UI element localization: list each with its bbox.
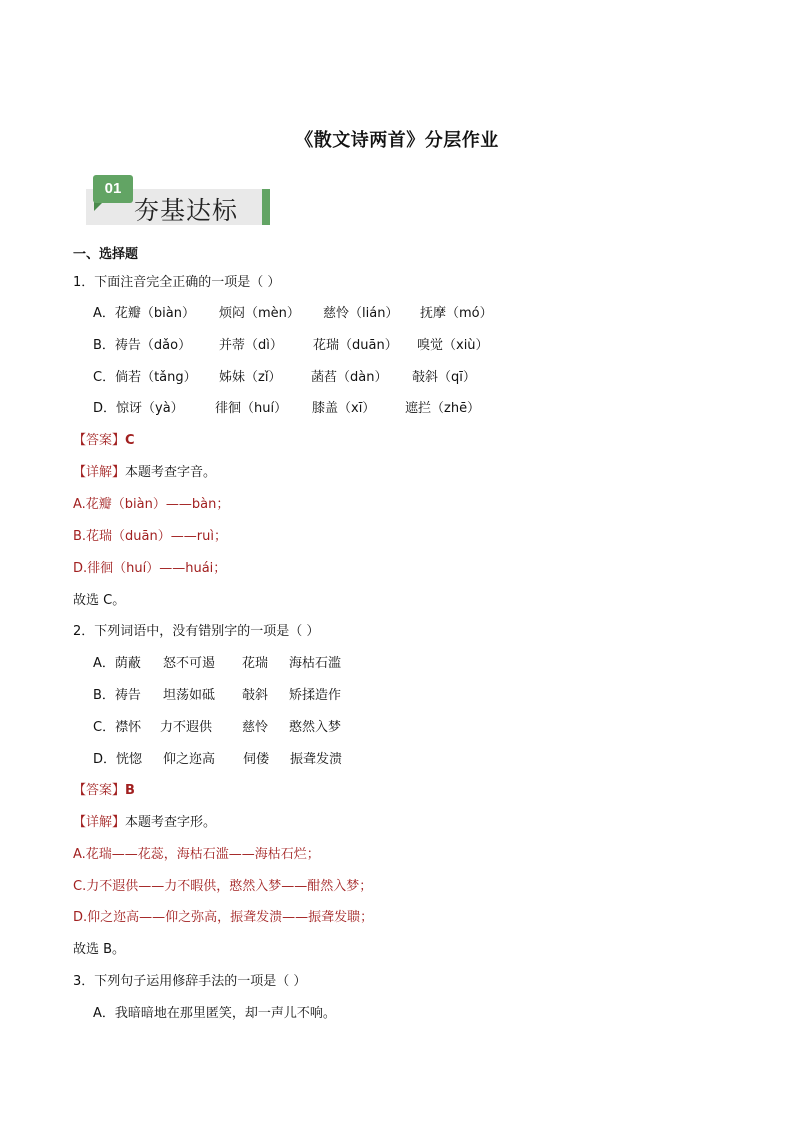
question-1-detail <box>73 464 216 482</box>
option-item: 嗅觉（xiù） <box>417 338 489 353</box>
section-heading: 一、选择题 <box>73 247 139 262</box>
option-item: C．倘若（tǎng） <box>93 370 197 385</box>
answer-label: 【答案】 <box>73 433 126 448</box>
option-item: 遮拦（zhē） <box>405 401 481 416</box>
question-1-answer <box>73 432 135 450</box>
question-1-note: A.花瓣（biàn）——bàn； <box>73 497 230 512</box>
option-item: 慈怜 <box>242 720 269 735</box>
detail-label: 【详解】 <box>73 815 126 830</box>
question-1-note: D.徘徊（huí）——huái； <box>73 561 227 576</box>
option-item: 振聋发溃 <box>290 752 343 767</box>
question-1-conclusion: 故选 C。 <box>73 593 126 608</box>
banner-number: 01 <box>93 175 133 203</box>
option-item: 姊妹（zǐ） <box>219 370 282 385</box>
detail-label: 【详解】 <box>73 465 126 480</box>
question-2-note: A.花瑞——花蕊，海枯石滥——海枯石烂； <box>73 847 320 862</box>
section-banner <box>86 173 272 227</box>
option-item: 膝盖（xī） <box>312 401 376 416</box>
option-item: B．祷告 <box>93 688 141 703</box>
banner-accent-bar <box>262 189 270 225</box>
question-2-detail <box>73 814 216 832</box>
option-item: 烦闷（mèn） <box>219 306 300 321</box>
option-item: B．祷告（dǎo） <box>93 338 192 353</box>
detail-text: 本题考查字形。 <box>125 815 217 830</box>
answer-value: C <box>125 433 135 448</box>
option-item: 花瑞 <box>242 656 269 671</box>
option-item: 攲斜（qī） <box>412 370 476 385</box>
question-2-note: C.力不遐供——力不暇供，憨然入梦——酣然入梦； <box>73 879 373 894</box>
answer-label: 【答案】 <box>73 783 126 798</box>
option-item: 慈怜（lián） <box>323 306 399 321</box>
option-item: 坦荡如砥 <box>163 688 216 703</box>
question-3-option-a: A．我暗暗地在那里匿笑，却一声儿不响。 <box>93 1006 336 1021</box>
question-1-note: B.花瑞（duān）——ruì； <box>73 529 227 544</box>
option-item: 攲斜 <box>242 688 269 703</box>
option-item: 憨然入梦 <box>289 720 342 735</box>
question-2-answer <box>73 782 135 800</box>
option-item: 徘徊（huí） <box>215 401 288 416</box>
question-3-stem: 3．下列句子运用修辞手法的一项是（ ） <box>73 974 307 989</box>
option-item: 伺偻 <box>243 752 270 767</box>
option-item: 海枯石滥 <box>289 656 342 671</box>
question-2-stem: 2．下列词语中，没有错别字的一项是（ ） <box>73 624 320 639</box>
option-item: 怒不可遏 <box>163 656 216 671</box>
detail-text: 本题考查字音。 <box>125 465 217 480</box>
option-item: D．惊讶（yà） <box>93 401 184 416</box>
question-2-note: D.仰之迩高——仰之弥高，振聋发溃——振聋发聩； <box>73 910 374 925</box>
question-1-stem: 1．下面注音完全正确的一项是（ ） <box>73 275 281 290</box>
option-item: A．花瓣（biàn） <box>93 306 195 321</box>
page-title: 《散文诗两首》分层作业 <box>295 130 499 151</box>
option-item: C．襟怀 <box>93 720 142 735</box>
option-item: 菡萏（dàn） <box>311 370 388 385</box>
option-item: 花瑞（duān） <box>313 338 398 353</box>
banner-label: 夯基达标 <box>134 196 239 225</box>
question-2-conclusion: 故选 B。 <box>73 942 126 957</box>
option-item: A．荫蔽 <box>93 656 141 671</box>
option-item: 并蒂（dì） <box>219 338 283 353</box>
answer-value: B <box>125 783 135 798</box>
option-item: 抚摩（mó） <box>420 306 493 321</box>
option-item: D．恍惚 <box>93 752 143 767</box>
option-item: 仰之迩高 <box>163 752 216 767</box>
option-item: 矫揉造作 <box>289 688 342 703</box>
option-item: 力不遐供 <box>160 720 213 735</box>
